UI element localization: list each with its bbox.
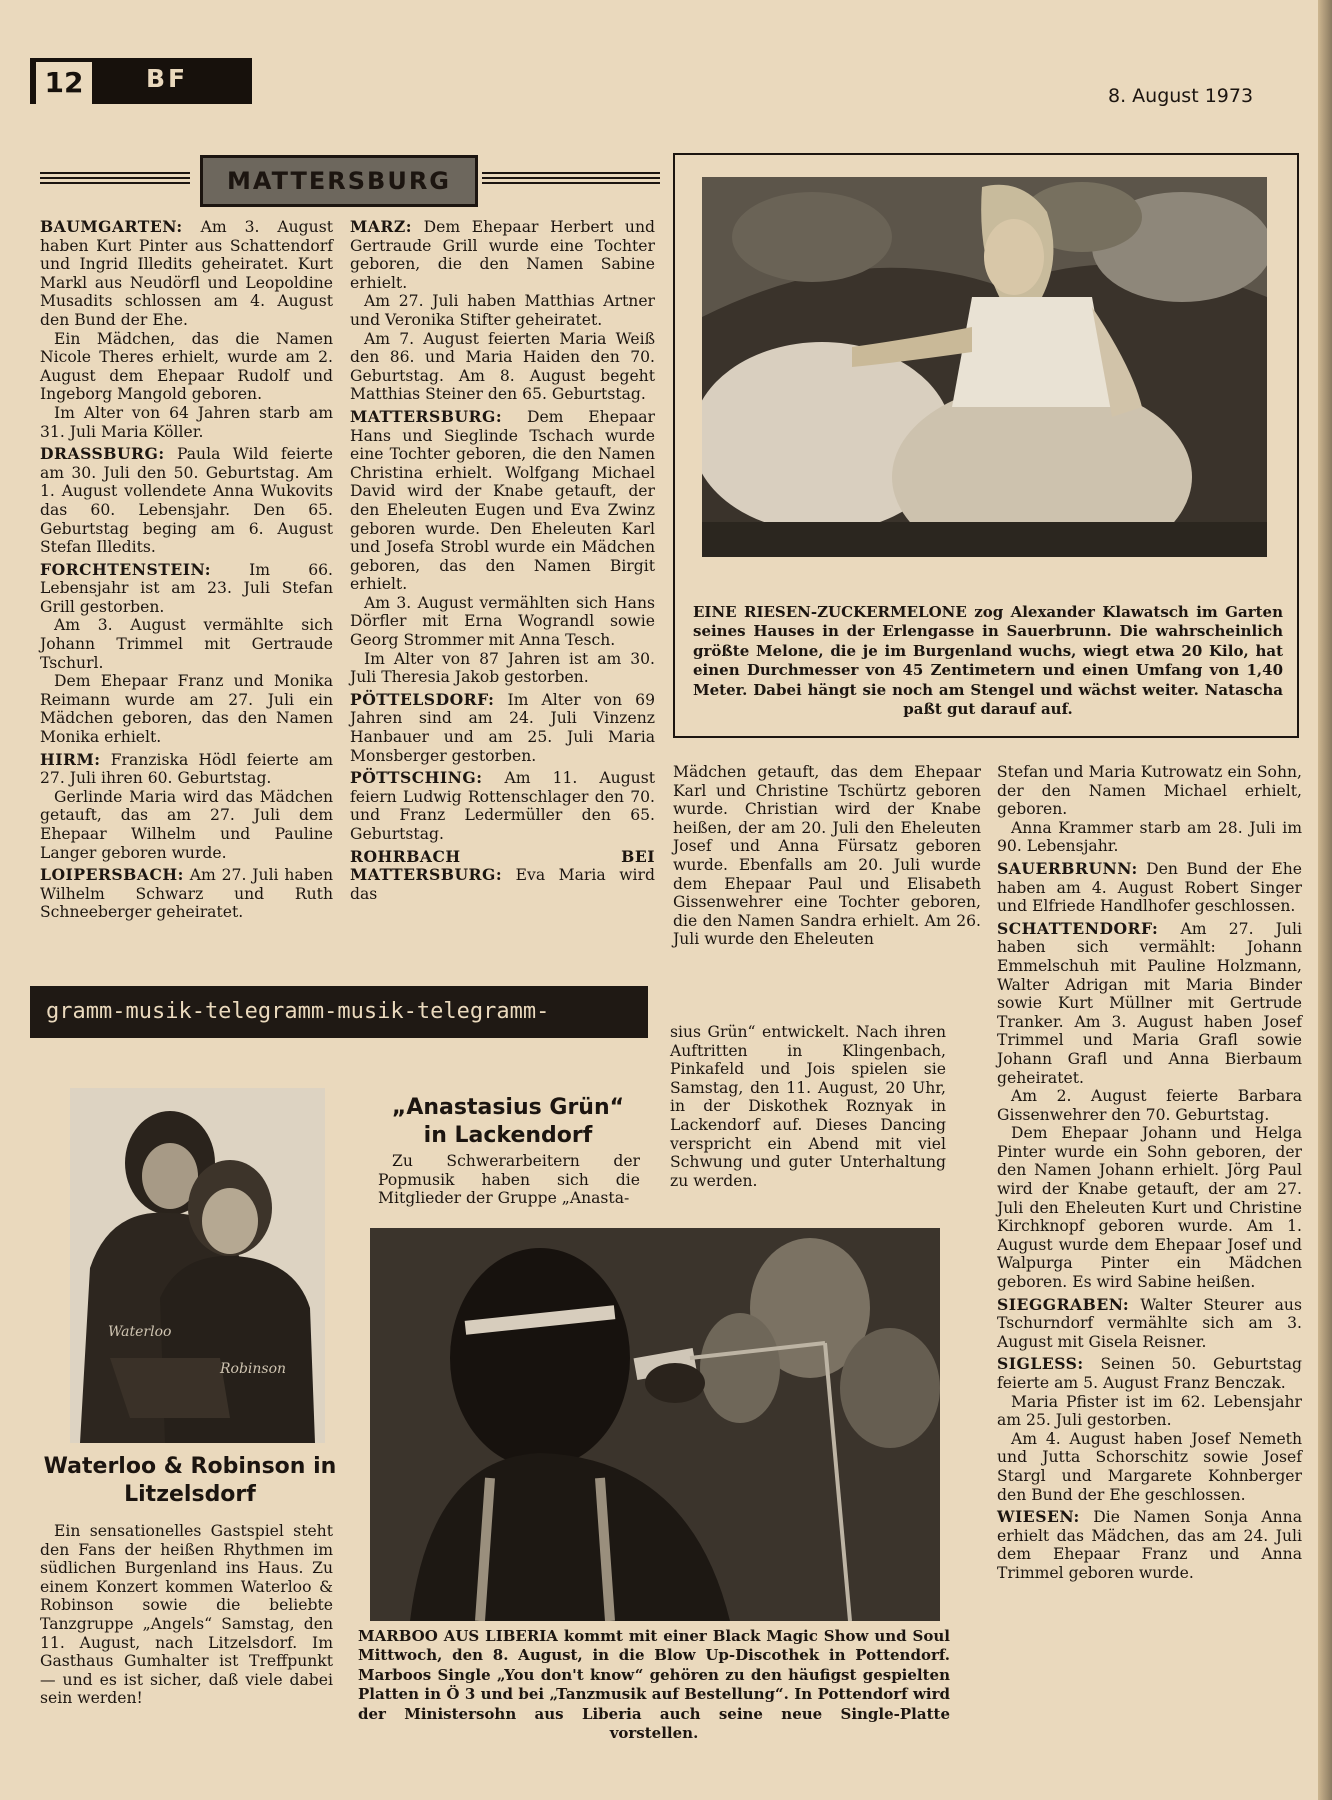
entry-text: Am 11. August feiern Ludwig Rottenschlager den 70. und Franz Ledermüller den 65. Geburtstag. — [350, 769, 655, 843]
news-entry — [40, 788, 333, 862]
marboo-caption-lead: MARBOO AUS LIBERIA — [358, 1627, 558, 1645]
melon-photo-caption — [693, 603, 1283, 719]
news-entry — [997, 763, 1302, 819]
anastasius-article-part2 — [670, 1023, 946, 1190]
news-entry — [40, 330, 333, 404]
news-entry — [40, 616, 333, 672]
entry-text: Stefan und Maria Kutrowatz ein Sohn, der den Namen Michael erhielt, geboren. — [997, 763, 1302, 819]
entry-text: Am 3. August haben Kurt Pinter aus Schattendorf und Ingrid Illedits geheiratet. Kurt Markl aus Neudörfl und Leopoldine Musadits schlossen am 4. August den Bund der Ehe. — [40, 218, 333, 329]
news-entry — [40, 404, 333, 441]
melon-photo-box — [673, 153, 1299, 738]
place-name: SCHATTENDORF: — [997, 918, 1159, 938]
entry-text: Dem Ehepaar Hans und Sieglinde Tschach wurde eine Tochter geboren, die den Namen Christina erhielt. Wolfgang Michael David wird der Knabe getauft, der den Eheleuten Eugen und Eva Zwinz geboren wurde. Den Eheleuten Karl und Josefa Strobl wurde ein Mädchen geboren, das den Namen Birgit erhielt. — [350, 407, 655, 594]
news-entry — [350, 330, 655, 404]
marboo-photo — [370, 1228, 940, 1621]
melon-photo — [702, 177, 1267, 557]
column-2 — [350, 214, 655, 903]
place-name: PÖTTELSDORF: — [350, 689, 495, 709]
place-name: MARZ: — [350, 217, 412, 236]
photo-text-robinson: Robinson — [220, 1361, 287, 1377]
entry-text: Maria Pfister ist im 62. Lebensjahr am 25. Juli gestorben. — [997, 1392, 1302, 1430]
news-entry — [350, 769, 655, 843]
news-entry — [350, 594, 655, 650]
entry-text: Im Alter von 64 Jahren starb am 31. Juli Maria Köller. — [40, 403, 333, 441]
column-4 — [997, 763, 1302, 1583]
entry-text: Dem Ehepaar Franz und Monika Reimann wurde am 27. Juli ein Mädchen geboren, das den Namen Monika erhielt. — [40, 672, 333, 747]
section-code: BF — [146, 64, 189, 93]
entry-text: Seinen 50. Geburtstag feierte am 5. August Franz Benczak. — [997, 1355, 1302, 1392]
entry-text: Den Bund der Ehe haben am 4. August Robert Singer und Elfriede Handlhofer geschlossen. — [997, 859, 1302, 916]
entry-text: Im Alter von 69 Jahren sind am 24. Juli Vinzenz Hanbauer und am 25. Juli Maria Monsberger gestorben. — [350, 690, 655, 765]
entry-text: Am 27. Juli haben Wilhelm Schwarz und Ruth Schneeberger geheiratet. — [40, 866, 333, 922]
news-entry — [350, 218, 655, 292]
place-name: BAUMGARTEN: — [40, 217, 183, 236]
waterloo-article — [40, 1522, 333, 1708]
news-entry — [40, 445, 333, 557]
news-entry — [40, 866, 333, 922]
entry-text: Ein Mädchen, das die Namen Nicole Theres erhielt, wurde am 2. August dem Ehepaar Rudolf und Ingeborg Mangold geboren. — [40, 329, 333, 404]
entry-text: Am 2. August feierte Barbara Gissenwehrer den 70. Geburtstag. — [997, 1087, 1302, 1124]
place-name: WIESEN: — [997, 1507, 1080, 1527]
anastasius-body-1: Zu Schwerarbeitern der Popmusik haben sich die Mitglieder der Gruppe „Anasta- — [378, 1152, 640, 1208]
anastasius-article-part1 — [378, 1152, 640, 1208]
news-entry — [350, 650, 655, 687]
entry-text: Dem Ehepaar Johann und Helga Pinter wurde ein Sohn geboren, der den Namen Johann erhielt. Jörg Paul wird der Knabe getauft, der am 27. Juli den Eheleuten Kurt und Christine Kirchknopf geboren wurde. Am 1. August wurde dem Ehepaar Josef und Walpurga Pinter ein Mädchen geboren. Es wird Sabine heißen. — [997, 1124, 1302, 1292]
melon-caption-text: zog Alexander Klawatsch im Garten seines Hauses in der Erlengasse in Sauerbrunn. Die wahrscheinlich größte Melone, die je im Burgenland wuchs, wiegt etwa 20 Kilo, hat einen Durchmesser von 45 Zentimetern und einen Umfang von 1,40 Meter. Dabei hängt sie noch am Stengel und wächst weiter. Natascha paßt gut darauf auf. — [693, 603, 1283, 719]
melon-caption-lead: EINE RIESEN-ZUCKERMELONE — [693, 603, 967, 621]
entry-text: Gerlinde Maria wird das Mädchen getauft, das am 27. Juli dem Ehepaar Wilhelm und Pauline Langer geboren wurde. — [40, 787, 333, 862]
news-entry — [997, 1087, 1302, 1124]
column-3-text: Mädchen getauft, das dem Ehepaar Karl und Christine Tschürtz geboren wurde. Christian wird der Knabe heißen, der am 20. Juli den Eheleuten Josef und Anna Fürsatz geboren wurde. Ebenfalls am 20. Juli wurde dem Ehepaar Paul und Elisabeth Gissenwehrer eine Tochter geboren, die den Namen Sandra erhielt. Am 26. Juli wurde den Eheleuten — [673, 763, 981, 949]
news-entry — [997, 920, 1302, 1087]
news-entry — [40, 751, 333, 788]
entry-text: Im Alter von 87 Jahren ist am 30. Juli Theresia Jakob gestorben. — [350, 649, 655, 687]
marboo-caption-text: kommt mit einer Black Magic Show und Soul Mittwoch, den 8. August, in die Blow Up-Discothek in Pottendorf. Marboos Single „You don't know“ gehören zu den häufigst gespielten Platten in Ö 3 und bei „Tanzmusik auf Bestellung“. In Pottendorf wird der Ministersohn aus Liberia auch seine neue Single-Platte vorstellen. — [358, 1627, 950, 1743]
place-name: MATTERSBURG: — [350, 406, 503, 426]
page-number: 12 — [36, 62, 92, 104]
entry-text: Die Namen Sonja Anna erhielt das Mädchen, das am 24. Juli dem Ehepaar Franz und Anna Trimmel geboren wurde. — [997, 1508, 1302, 1582]
entry-text: Dem Ehepaar Herbert und Gertraude Grill wurde eine Tochter geboren, die den Namen Sabine erhielt. — [350, 218, 655, 292]
entry-text: Am 4. August haben Josef Nemeth und Jutta Schorschitz sowie Josef Stargl und Margarete Kohnberger den Bund der Ehe geschlossen. — [997, 1429, 1302, 1504]
news-entry — [350, 691, 655, 765]
news-entry — [40, 672, 333, 746]
music-telegram-banner: gramm-musik-telegramm-musik-telegramm- — [30, 986, 648, 1038]
entry-text: Im 66. Lebensjahr ist am 23. Juli Stefan Grill gestorben. — [40, 560, 333, 616]
news-entry — [350, 292, 655, 329]
entry-text: Am 27. Juli haben Matthias Artner und Veronika Stifter geheiratet. — [350, 292, 655, 329]
place-name: HIRM: — [40, 749, 101, 769]
place-name: SAUERBRUNN: — [997, 858, 1138, 878]
anastasius-headline: „Anastasius Grün“ in Lackendorf — [391, 1095, 625, 1148]
place-name: ROHRBACH BEI MATTERSBURG: — [350, 846, 655, 885]
news-entry — [350, 408, 655, 594]
news-entry — [997, 1508, 1302, 1582]
entry-text: Am 7. August feierten Maria Weiß den 86. und Maria Haiden den 70. Geburtstag. Am 8. August begeht Matthias Steiner den 65. Geburtstag. — [350, 329, 655, 404]
issue-date: 8. August 1973 — [1108, 85, 1254, 107]
news-entry — [997, 1124, 1302, 1291]
column-1 — [40, 214, 333, 922]
entry-text: Anna Krammer starb am 28. Juli im 90. Lebensjahr. — [997, 818, 1302, 856]
place-name: PÖTTSCHING: — [350, 768, 483, 788]
news-entry — [997, 1430, 1302, 1504]
entry-text: Paula Wild feierte am 30. Juli den 50. Geburtstag. Am 1. August vollendete Anna Wukovits das 60. Lebensjahr. Den 65. Geburtstag beging am 6. August Stefan Illedits. — [40, 445, 333, 557]
section-title: MATTERSBURG — [200, 155, 478, 207]
column-3-continuation — [673, 763, 981, 949]
news-entry — [997, 1393, 1302, 1430]
page-header-bar — [30, 58, 252, 104]
entry-text: Am 27. Juli haben sich vermählt: Johann Emmelschuh mit Pauline Holzmann, Walter Adrigan mit Maria Binder sowie Kurt Müllner mit Gertrude Tranker. Am 3. August haben Josef Trimmel und Maria Grafl sowie Johann Grafl und Anna Bierbaum geheiratet. — [997, 919, 1302, 1087]
entry-text: Franziska Hödl feierte am 27. Juli ihren 60. Geburtstag. — [40, 750, 333, 788]
news-entry — [40, 218, 333, 330]
entry-text: Am 3. August vermählten sich Hans Dörfler mit Erna Wograndl sowie Georg Strommer mit Anna Tesch. — [350, 593, 655, 650]
entry-text: Am 3. August vermählte sich Johann Trimmel mit Gertraude Tschurl. — [40, 616, 333, 672]
news-entry — [997, 1296, 1302, 1352]
news-entry — [997, 860, 1302, 916]
place-name: FORCHTENSTEIN: — [40, 559, 212, 579]
entry-text: Eva Maria wird das — [350, 866, 655, 903]
place-name: DRASSBURG: — [40, 444, 165, 464]
waterloo-robinson-photo — [70, 1088, 325, 1443]
news-entry — [997, 1355, 1302, 1392]
photo-text-waterloo: Waterloo — [108, 1324, 172, 1340]
place-name: LOIPERSBACH: — [40, 865, 184, 885]
banner-lines-right — [482, 172, 660, 186]
news-entry — [40, 561, 333, 617]
news-entry — [350, 848, 655, 904]
banner-lines-left — [40, 172, 190, 186]
news-entry — [997, 819, 1302, 856]
page-edge-shadow — [1318, 0, 1332, 1800]
marboo-photo-caption — [358, 1627, 950, 1743]
anastasius-body-2: sius Grün“ entwickelt. Nach ihren Auftritten in Klingenbach, Pinkafeld und Jois spielen sie Samstag, den 11. August, 20 Uhr, in der Diskothek Roznyak in Lackendorf auf. Dieses Dancing verspricht ein Abend mit viel Schwung und guter Unterhaltung zu werden. — [670, 1023, 946, 1190]
waterloo-headline: Waterloo & Robinson in Litzelsdorf — [43, 1454, 337, 1507]
place-name: SIEGGRABEN: — [997, 1294, 1130, 1314]
entry-text: Walter Steurer aus Tschurndorf vermählte sich am 3. August mit Gisela Reisner. — [997, 1295, 1302, 1351]
place-name: SIGLESS: — [997, 1354, 1084, 1374]
waterloo-body: Ein sensationelles Gastspiel steht den Fans der heißen Rhythmen im südlichen Burgenland ins Haus. Zu einem Konzert kommen Waterloo & Robinson sowie die beliebte Tanzgruppe „Angels“ Samstag, den 11. August, nach Litzelsdorf. Im Gasthaus Gumhalter ist Treffpunkt — und es ist sicher, daß viele dabei sein werden! — [40, 1522, 333, 1708]
